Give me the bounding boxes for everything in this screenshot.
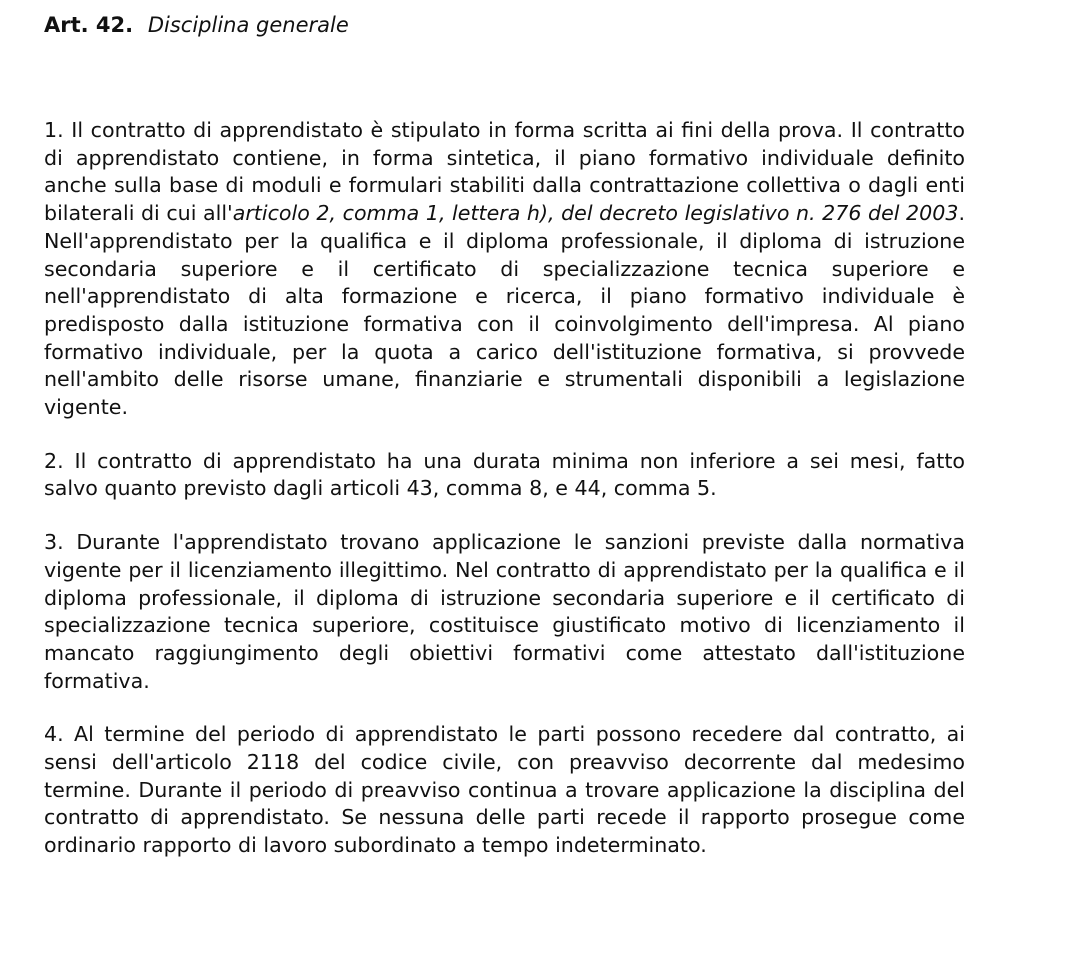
paragraph-3: 3. Durante l'apprendistato trovano applicazione le sanzioni previste dalla normativa vigente per il licenziamento illegittimo. Nel contratto di apprendistato per la qualifica e il diploma professionale, il diploma di istruzione secondaria superiore e il certificato di specializzazione tecnica superiore, costituisce giustificato motivo di licenziamento il mancato raggiungimento degli obiettivi formativi come attestato dall'istituzione formativa. [44, 530, 965, 693]
paragraph-1-text-start: 1. Il contratto di apprendistato è stipulato in forma scritta ai fini della prova. Il contratto di apprendistato contiene, in forma sintetica, il piano formativo individuale definito anche sulla base di moduli e formulari stabiliti dalla contrattazione collettiva o dagli enti bilaterali di cui all' [44, 118, 965, 226]
paragraph-1-text-end: . Nell'apprendistato per la qualifica e il diploma professionale, il diploma di istruzione secondaria superiore e il certificato di specializzazione tecnica superiore e nell'apprendistato di alta formazione e ricerca, il piano formativo individuale è predisposto dalla istituzione formativa con il coinvolgimento dell'impresa. Al piano formativo individuale, per la quota a carico dell'istituzione formativa, si provvede nell'ambito delle risorse umane, finanziarie e strumentali disponibili a legislazione vigente. [44, 201, 965, 420]
article-title: Disciplina generale [147, 13, 349, 37]
paragraph-1 [44, 117, 965, 422]
paragraph-4: 4. Al termine del periodo di apprendistato le parti possono recedere dal contratto, ai sensi dell'articolo 2118 del codice civile, con preavviso decorrente dal medesimo termine. Durante il periodo di preavviso continua a trovare applicazione la disciplina del contratto di apprendistato. Se nessuna delle parti recede il rapporto prosegue come ordinario rapporto di lavoro subordinato a tempo indeterminato. [44, 722, 965, 858]
legislative-reference: articolo 2, comma 1, lettera h), del decreto legislativo n. 276 del 2003 [232, 201, 959, 226]
paragraph-2: 2. Il contratto di apprendistato ha una durata minima non inferiore a sei mesi, fatto salvo quanto previsto dagli articoli 43, comma 8, e 44, comma 5. [44, 448, 965, 501]
article-heading [44, 10, 965, 40]
article-number: Art. 42. [44, 13, 134, 37]
